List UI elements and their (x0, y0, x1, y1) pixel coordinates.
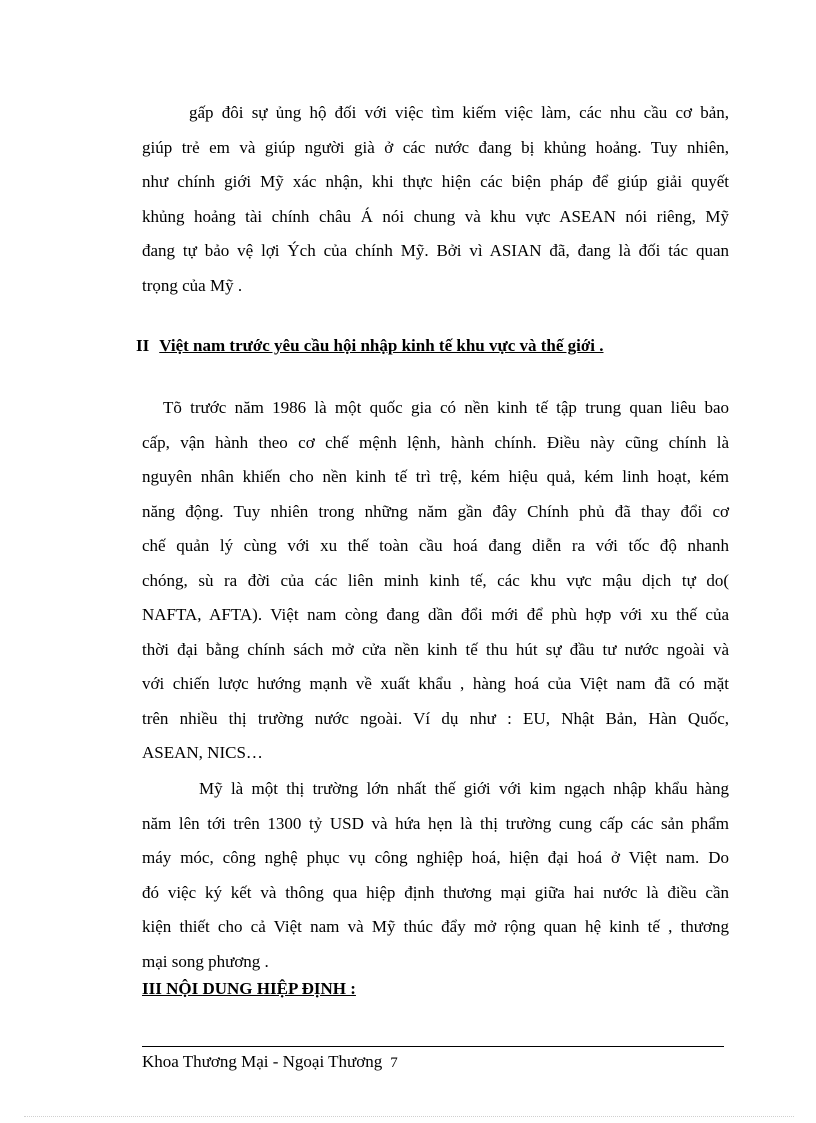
section-heading-2 (136, 336, 604, 356)
paragraph-line: trọng của Mỹ . (142, 275, 243, 295)
page-footer (142, 1052, 398, 1072)
section-title: Việt nam trước yêu cầu hội nhập kinh tế khu vực và thế giới . (159, 336, 604, 355)
paragraph-line: năm lên tới trên 1300 tỷ USD và hứa hẹn là thị trường cung cấp các sản phẩm (142, 813, 729, 833)
paragraph-line: đó việc ký kết và thông qua hiệp định thương mại giữa hai nước là điều cần (142, 882, 729, 902)
section-heading-3 (142, 979, 356, 999)
paragraph-line: giúp trẻ em và giúp người già ở các nước đang bị khủng hoảng. Tuy nhiên, (142, 137, 729, 157)
paragraph-line: kiện thiết cho cả Việt nam và Mỹ thúc đẩy mở rộng quan hệ kinh tế , thương (142, 917, 729, 936)
paragraph-line: Mỹ là một thị trường lớn nhất thế giới với kim ngạch nhập khẩu hàng (199, 779, 729, 798)
page-edge-divider (24, 1116, 794, 1117)
footer-text: Khoa Thương Mại - Ngoại Thương (142, 1052, 383, 1071)
paragraph-3 (142, 772, 729, 979)
paragraph-line: khủng hoảng tài chính châu Á nói chung và khu vực ASEAN nói riêng, Mỹ (142, 206, 729, 226)
paragraph-line: máy móc, công nghệ phục vụ công nghiệp hoá, hiện đại hoá ở Việt nam. Do (142, 848, 729, 867)
paragraph-1 (142, 96, 729, 303)
paragraph-line: cấp, vận hành theo cơ chế mệnh lệnh, hành chính. Điều này cũng chính là (142, 432, 729, 452)
paragraph-line: Tõ trước năm 1986 là một quốc gia có nền kinh tế tập trung quan liêu bao (163, 398, 729, 417)
paragraph-line: như chính giới Mỹ xác nhận, khi thực hiện các biện pháp để giúp giải quyết (142, 172, 729, 191)
paragraph-line: gấp đôi sự ủng hộ đối với việc tìm kiếm việc làm, các nhu cầu cơ bản, (189, 103, 729, 122)
paragraph-line: ASEAN, NICS… (142, 743, 263, 762)
paragraph-line: năng động. Tuy nhiên trong những năm gần đây Chính phủ đã thay đổi cơ (142, 501, 729, 521)
paragraph-line: nguyên nhân khiến cho nền kinh tế trì trệ, kém hiệu quả, kém linh hoạt, kém (142, 467, 729, 486)
footer-divider (142, 1046, 724, 1047)
paragraph-line: trên nhiều thị trường nước ngoài. Ví dụ như : EU, Nhật Bản, Hàn Quốc, (142, 708, 729, 728)
paragraph-line: đang tự bảo vệ lợi Ých của chính Mỹ. Bởi vì ASIAN đã, đang là đối tác quan (142, 241, 729, 260)
paragraph-line: với chiến lược hướng mạnh về xuất khẩu , hàng hoá của Việt nam đã có mặt (142, 674, 729, 693)
paragraph-line: chế quản lý cùng với xu thế toàn cầu hoá đang diễn ra với tốc độ nhanh (142, 536, 729, 555)
paragraph-line: thời đại bằng chính sách mở cửa nền kinh tế thu hút sự đầu tư nước ngoài và (142, 639, 729, 659)
section-number: II (136, 336, 150, 355)
paragraph-2 (142, 391, 729, 771)
paragraph-line: NAFTA, AFTA). Việt nam còng đang dần đổi mới để phù hợp với xu thế của (142, 605, 729, 624)
paragraph-line: mại song phương . (142, 951, 269, 971)
page-number: 7 (390, 1055, 398, 1071)
paragraph-line: chóng, sù ra đời của các liên minh kinh tế, các khu vực mậu dịch tự do( (142, 570, 729, 590)
section-title: III NỘI DUNG HIỆP ĐỊNH : (142, 979, 356, 998)
